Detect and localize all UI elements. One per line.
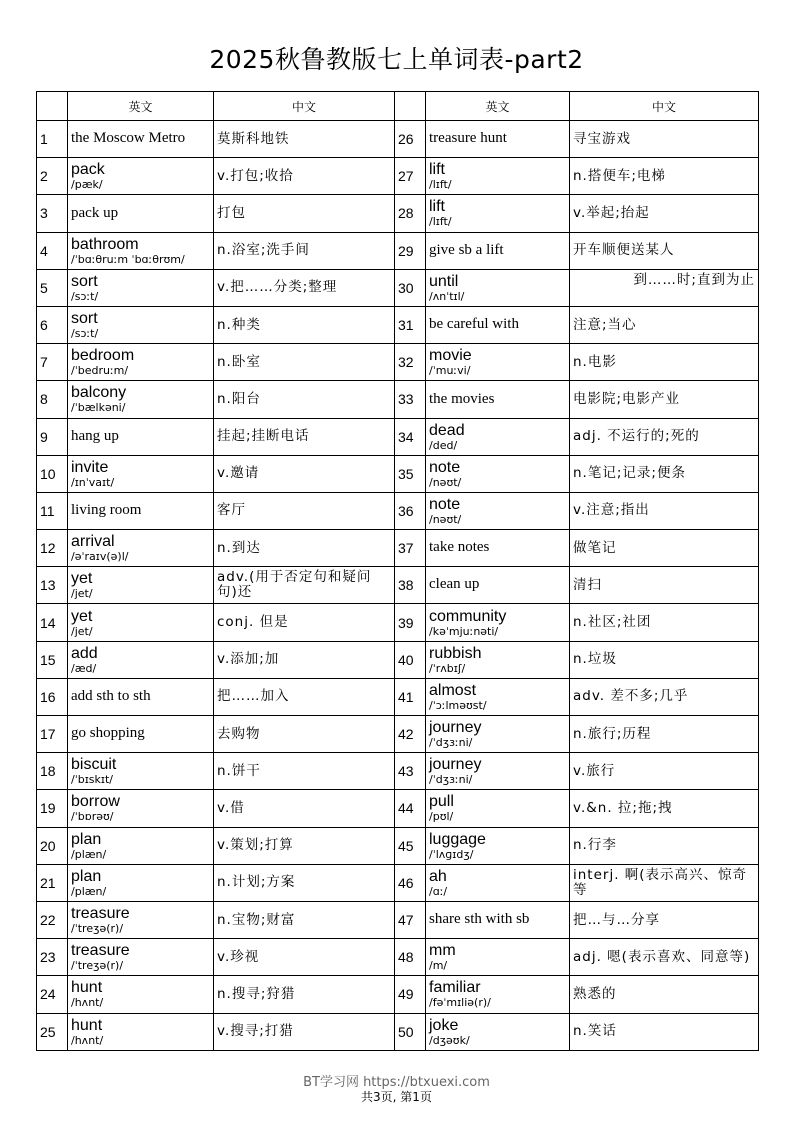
- english-word: share sth with sb: [429, 911, 530, 928]
- chinese-meaning: 打包: [214, 195, 395, 232]
- chinese-meaning: n.搜寻;狩猎: [214, 976, 395, 1013]
- table-row: [37, 678, 759, 715]
- english-cell: [426, 1013, 570, 1050]
- english-word: invite: [71, 458, 109, 476]
- row-number: 48: [395, 939, 426, 976]
- row-number: 42: [395, 716, 426, 753]
- table-row: [37, 939, 759, 976]
- english-cell: [68, 195, 214, 232]
- english-cell: [426, 976, 570, 1013]
- english-word: yet: [71, 607, 93, 625]
- row-number: 12: [37, 530, 68, 567]
- english-word: bathroom: [71, 235, 139, 253]
- table-row: [37, 492, 759, 529]
- row-number: 28: [395, 195, 426, 232]
- chinese-meaning: 清扫: [570, 567, 759, 604]
- row-number: 24: [37, 976, 68, 1013]
- english-cell: [426, 864, 570, 901]
- table-row: [37, 269, 759, 306]
- english-word: joke: [429, 1016, 459, 1034]
- phonetic: /kəˈmjuːnəti/: [429, 624, 499, 638]
- english-cell: [68, 864, 214, 901]
- english-cell: [68, 641, 214, 678]
- english-word: community: [429, 607, 507, 625]
- table-row: [37, 418, 759, 455]
- english-word: pull: [429, 793, 454, 811]
- english-cell: [68, 344, 214, 381]
- phonetic: /nəʊt/: [429, 475, 462, 489]
- phonetic: /ˈbedruːm/: [71, 364, 129, 378]
- chinese-meaning: v.&n. 拉;拖;拽: [570, 790, 759, 827]
- row-number: 4: [37, 232, 68, 269]
- english-cell: [68, 1013, 214, 1050]
- phonetic: /ˈtreʒə(r)/: [71, 922, 124, 936]
- chinese-meaning: interj. 啊(表示高兴、惊奇等: [570, 864, 759, 901]
- chinese-meaning: v.打包;收拾: [214, 158, 395, 195]
- english-cell: [68, 232, 214, 269]
- row-number: 29: [395, 232, 426, 269]
- phonetic: /nəʊt/: [429, 512, 462, 526]
- english-word: sort: [71, 272, 98, 290]
- table-row: [37, 827, 759, 864]
- row-number: 27: [395, 158, 426, 195]
- table-row: [37, 455, 759, 492]
- english-cell: [68, 716, 214, 753]
- english-cell: [68, 976, 214, 1013]
- english-word: borrow: [71, 793, 120, 811]
- english-cell: [426, 381, 570, 418]
- row-number: 5: [37, 269, 68, 306]
- header-chinese-right: 中文: [570, 92, 759, 121]
- header-num-right: [395, 92, 426, 121]
- table-row: [37, 753, 759, 790]
- row-number: 37: [395, 530, 426, 567]
- english-cell: [426, 716, 570, 753]
- row-number: 30: [395, 269, 426, 306]
- phonetic: /ˈbælkəni/: [71, 401, 126, 415]
- chinese-meaning: v.旅行: [570, 753, 759, 790]
- row-number: 41: [395, 678, 426, 715]
- phonetic: /ˈmuːvi/: [429, 364, 471, 378]
- row-number: 31: [395, 306, 426, 343]
- phonetic: /plæn/: [71, 847, 107, 861]
- phonetic: /sɔːt/: [71, 327, 99, 341]
- table-row: [37, 381, 759, 418]
- phonetic: /sɔːt/: [71, 289, 99, 303]
- english-word: the movies: [429, 390, 495, 407]
- chinese-meaning: n.种类: [214, 306, 395, 343]
- english-cell: [68, 455, 214, 492]
- row-number: 2: [37, 158, 68, 195]
- row-number: 49: [395, 976, 426, 1013]
- english-cell: [68, 790, 214, 827]
- row-number: 39: [395, 604, 426, 641]
- english-word: movie: [429, 347, 472, 365]
- phonetic: /plæn/: [71, 884, 107, 898]
- row-number: 17: [37, 716, 68, 753]
- phonetic: /æd/: [71, 661, 97, 675]
- table-row: [37, 641, 759, 678]
- chinese-meaning: 做笔记: [570, 530, 759, 567]
- table-row: [37, 530, 759, 567]
- english-word: journey: [429, 719, 482, 737]
- table-row: [37, 1013, 759, 1050]
- table-row: [37, 232, 759, 269]
- phonetic: /ɑː/: [429, 884, 448, 898]
- row-number: 21: [37, 864, 68, 901]
- chinese-meaning: 莫斯科地铁: [214, 121, 395, 158]
- row-number: 6: [37, 306, 68, 343]
- english-cell: [68, 381, 214, 418]
- english-cell: [68, 678, 214, 715]
- row-number: 45: [395, 827, 426, 864]
- english-word: be careful with: [429, 316, 519, 333]
- chinese-meaning: n.卧室: [214, 344, 395, 381]
- english-word: yet: [71, 570, 93, 588]
- row-number: 32: [395, 344, 426, 381]
- row-number: 25: [37, 1013, 68, 1050]
- row-number: 34: [395, 418, 426, 455]
- english-word: living room: [71, 502, 142, 519]
- phonetic: /ˈbɑːθruːm ˈbɑːθrʊm/: [71, 252, 185, 266]
- english-word: pack: [71, 161, 105, 179]
- row-number: 16: [37, 678, 68, 715]
- row-number: 9: [37, 418, 68, 455]
- english-word: balcony: [71, 384, 127, 402]
- english-word: journey: [429, 756, 482, 774]
- chinese-meaning: n.电影: [570, 344, 759, 381]
- english-word: biscuit: [71, 756, 117, 774]
- phonetic: /əˈraɪv(ə)l/: [71, 550, 129, 564]
- chinese-meaning: adj. 嗯(表示喜欢、同意等): [570, 939, 759, 976]
- phonetic: /fəˈmɪliə(r)/: [429, 996, 491, 1010]
- phonetic: /ˈdʒɜːni/: [429, 773, 473, 787]
- english-cell: [426, 418, 570, 455]
- chinese-meaning: 到……时;直到为止: [570, 269, 759, 306]
- english-word: hunt: [71, 1016, 103, 1034]
- row-number: 26: [395, 121, 426, 158]
- row-number: 3: [37, 195, 68, 232]
- chinese-meaning: n.宝物;财富: [214, 901, 395, 938]
- english-word: plan: [71, 867, 102, 885]
- table-row: [37, 901, 759, 938]
- row-number: 10: [37, 455, 68, 492]
- english-word: treasure: [71, 905, 130, 923]
- english-cell: [426, 269, 570, 306]
- english-word: familiar: [429, 979, 481, 997]
- chinese-meaning: n.笔记;记录;便条: [570, 455, 759, 492]
- table-row: [37, 716, 759, 753]
- english-cell: [426, 195, 570, 232]
- row-number: 43: [395, 753, 426, 790]
- row-number: 20: [37, 827, 68, 864]
- chinese-meaning: 挂起;挂断电话: [214, 418, 395, 455]
- english-word: rubbish: [429, 644, 482, 662]
- english-cell: [426, 678, 570, 715]
- footer-page-number: 共3页, 第1页: [361, 1090, 432, 1104]
- phonetic: /hʌnt/: [71, 996, 104, 1010]
- chinese-meaning: n.饼干: [214, 753, 395, 790]
- row-number: 11: [37, 492, 68, 529]
- english-word: dead: [429, 421, 465, 439]
- table-body: [37, 121, 759, 1051]
- english-cell: [426, 567, 570, 604]
- english-word: hunt: [71, 979, 103, 997]
- phonetic: /ʌnˈtɪl/: [429, 289, 465, 303]
- table-row: [37, 790, 759, 827]
- table-row: [37, 604, 759, 641]
- chinese-meaning: v.策划;打算: [214, 827, 395, 864]
- chinese-meaning: 电影院;电影产业: [570, 381, 759, 418]
- english-word: ah: [429, 867, 447, 885]
- row-number: 23: [37, 939, 68, 976]
- english-cell: [426, 232, 570, 269]
- english-word: add sth to sth: [71, 688, 151, 705]
- english-cell: [426, 455, 570, 492]
- phonetic: /jet/: [71, 587, 93, 601]
- english-cell: [68, 827, 214, 864]
- english-word: go shopping: [71, 725, 145, 742]
- chinese-meaning: 去购物: [214, 716, 395, 753]
- chinese-meaning: v.邀请: [214, 455, 395, 492]
- chinese-meaning: 熟悉的: [570, 976, 759, 1013]
- row-number: 7: [37, 344, 68, 381]
- row-number: 36: [395, 492, 426, 529]
- english-cell: [426, 492, 570, 529]
- english-cell: [426, 306, 570, 343]
- english-word: lift: [429, 161, 445, 179]
- table-row: [37, 121, 759, 158]
- phonetic: /pæk/: [71, 178, 103, 192]
- english-cell: [426, 790, 570, 827]
- chinese-meaning: v.添加;加: [214, 641, 395, 678]
- chinese-meaning: n.阳台: [214, 381, 395, 418]
- row-number: 46: [395, 864, 426, 901]
- phonetic: /ˈdʒɜːni/: [429, 736, 473, 750]
- chinese-meaning: n.笑话: [570, 1013, 759, 1050]
- chinese-meaning: n.旅行;历程: [570, 716, 759, 753]
- english-cell: [68, 492, 214, 529]
- table-row: [37, 306, 759, 343]
- phonetic: /dʒəʊk/: [429, 1033, 470, 1047]
- chinese-meaning: v.把……分类;整理: [214, 269, 395, 306]
- chinese-meaning: 把…与…分享: [570, 901, 759, 938]
- row-number: 50: [395, 1013, 426, 1050]
- header-num-left: [37, 92, 68, 121]
- english-cell: [68, 753, 214, 790]
- english-word: almost: [429, 681, 477, 699]
- english-word: lift: [429, 198, 445, 216]
- english-word: sort: [71, 310, 98, 328]
- chinese-meaning: 把……加入: [214, 678, 395, 715]
- english-cell: [68, 567, 214, 604]
- english-cell: [426, 344, 570, 381]
- phonetic: /m/: [429, 959, 448, 973]
- chinese-meaning: v.借: [214, 790, 395, 827]
- chinese-meaning: n.垃圾: [570, 641, 759, 678]
- english-cell: [68, 158, 214, 195]
- chinese-meaning: v.珍视: [214, 939, 395, 976]
- chinese-meaning: n.社区;社团: [570, 604, 759, 641]
- english-cell: [68, 269, 214, 306]
- english-word: the Moscow Metro: [71, 130, 186, 147]
- row-number: 35: [395, 455, 426, 492]
- phonetic: /lɪft/: [429, 178, 452, 192]
- chinese-meaning: n.行李: [570, 827, 759, 864]
- chinese-meaning: n.搭便车;电梯: [570, 158, 759, 195]
- phonetic: /hʌnt/: [71, 1033, 104, 1047]
- header-chinese-left: 中文: [214, 92, 395, 121]
- english-cell: [68, 418, 214, 455]
- chinese-meaning: 开车顺便送某人: [570, 232, 759, 269]
- english-cell: [68, 901, 214, 938]
- english-cell: [68, 604, 214, 641]
- english-word: take notes: [429, 539, 490, 556]
- english-word: luggage: [429, 830, 486, 848]
- english-cell: [426, 753, 570, 790]
- table-row: [37, 195, 759, 232]
- english-word: arrival: [71, 533, 115, 551]
- table-row: [37, 344, 759, 381]
- row-number: 44: [395, 790, 426, 827]
- phonetic: /lɪft/: [429, 215, 452, 229]
- header-english-right: 英文: [426, 92, 570, 121]
- row-number: 22: [37, 901, 68, 938]
- english-cell: [426, 604, 570, 641]
- row-number: 40: [395, 641, 426, 678]
- row-number: 8: [37, 381, 68, 418]
- english-cell: [426, 530, 570, 567]
- phonetic: /ˈtreʒə(r)/: [71, 959, 124, 973]
- row-number: 14: [37, 604, 68, 641]
- chinese-meaning: 注意;当心: [570, 306, 759, 343]
- row-number: 47: [395, 901, 426, 938]
- table-header-row: [37, 92, 759, 121]
- chinese-meaning: adj. 不运行的;死的: [570, 418, 759, 455]
- english-word: treasure hunt: [429, 130, 507, 147]
- table-row: [37, 567, 759, 604]
- footer-site: BT学习网 https://btxuexi.com: [303, 1075, 490, 1090]
- row-number: 13: [37, 567, 68, 604]
- phonetic: /ˈɔːlməʊst/: [429, 698, 487, 712]
- english-word: note: [429, 458, 461, 476]
- chinese-meaning: adv.(用于否定句和疑问句)还: [214, 567, 395, 604]
- phonetic: /ˈbɪskɪt/: [71, 773, 114, 787]
- english-word: note: [429, 495, 461, 513]
- table-row: [37, 864, 759, 901]
- english-cell: [68, 530, 214, 567]
- english-word: treasure: [71, 942, 130, 960]
- row-number: 18: [37, 753, 68, 790]
- english-word: hang up: [71, 427, 119, 444]
- english-word: until: [429, 272, 459, 290]
- english-cell: [426, 939, 570, 976]
- page-title: 2025秋鲁教版七上单词表-part2: [209, 45, 584, 74]
- english-word: plan: [71, 830, 102, 848]
- phonetic: /ˈbɒrəʊ/: [71, 810, 114, 824]
- english-cell: [426, 641, 570, 678]
- row-number: 15: [37, 641, 68, 678]
- chinese-meaning: n.计划;方案: [214, 864, 395, 901]
- english-cell: [426, 121, 570, 158]
- english-cell: [68, 939, 214, 976]
- row-number: 33: [395, 381, 426, 418]
- vocabulary-table: [36, 91, 759, 1051]
- phonetic: /ˈrʌbɪʃ/: [429, 661, 466, 675]
- english-word: give sb a lift: [429, 241, 504, 258]
- chinese-meaning: adv. 差不多;几乎: [570, 678, 759, 715]
- header-english-left: 英文: [68, 92, 214, 121]
- english-cell: [426, 158, 570, 195]
- english-cell: [426, 827, 570, 864]
- english-word: add: [71, 644, 98, 662]
- phonetic: /pʊl/: [429, 810, 454, 824]
- english-cell: [426, 901, 570, 938]
- row-number: 38: [395, 567, 426, 604]
- chinese-meaning: conj. 但是: [214, 604, 395, 641]
- row-number: 1: [37, 121, 68, 158]
- english-word: pack up: [71, 204, 119, 221]
- chinese-meaning: v.注意;指出: [570, 492, 759, 529]
- english-word: clean up: [429, 576, 480, 593]
- phonetic: /ded/: [429, 438, 458, 452]
- phonetic: /ˈlʌɡɪdʒ/: [429, 847, 474, 861]
- phonetic: /ɪnˈvaɪt/: [71, 475, 115, 489]
- table-row: [37, 158, 759, 195]
- english-cell: [68, 121, 214, 158]
- chinese-meaning: 寻宝游戏: [570, 121, 759, 158]
- english-cell: [68, 306, 214, 343]
- chinese-meaning: n.浴室;洗手间: [214, 232, 395, 269]
- chinese-meaning: v.举起;抬起: [570, 195, 759, 232]
- chinese-meaning: n.到达: [214, 530, 395, 567]
- english-word: bedroom: [71, 347, 135, 365]
- english-word: mm: [429, 942, 456, 960]
- chinese-meaning: 客厅: [214, 492, 395, 529]
- table-row: [37, 976, 759, 1013]
- chinese-meaning: v.搜寻;打猎: [214, 1013, 395, 1050]
- phonetic: /jet/: [71, 624, 93, 638]
- row-number: 19: [37, 790, 68, 827]
